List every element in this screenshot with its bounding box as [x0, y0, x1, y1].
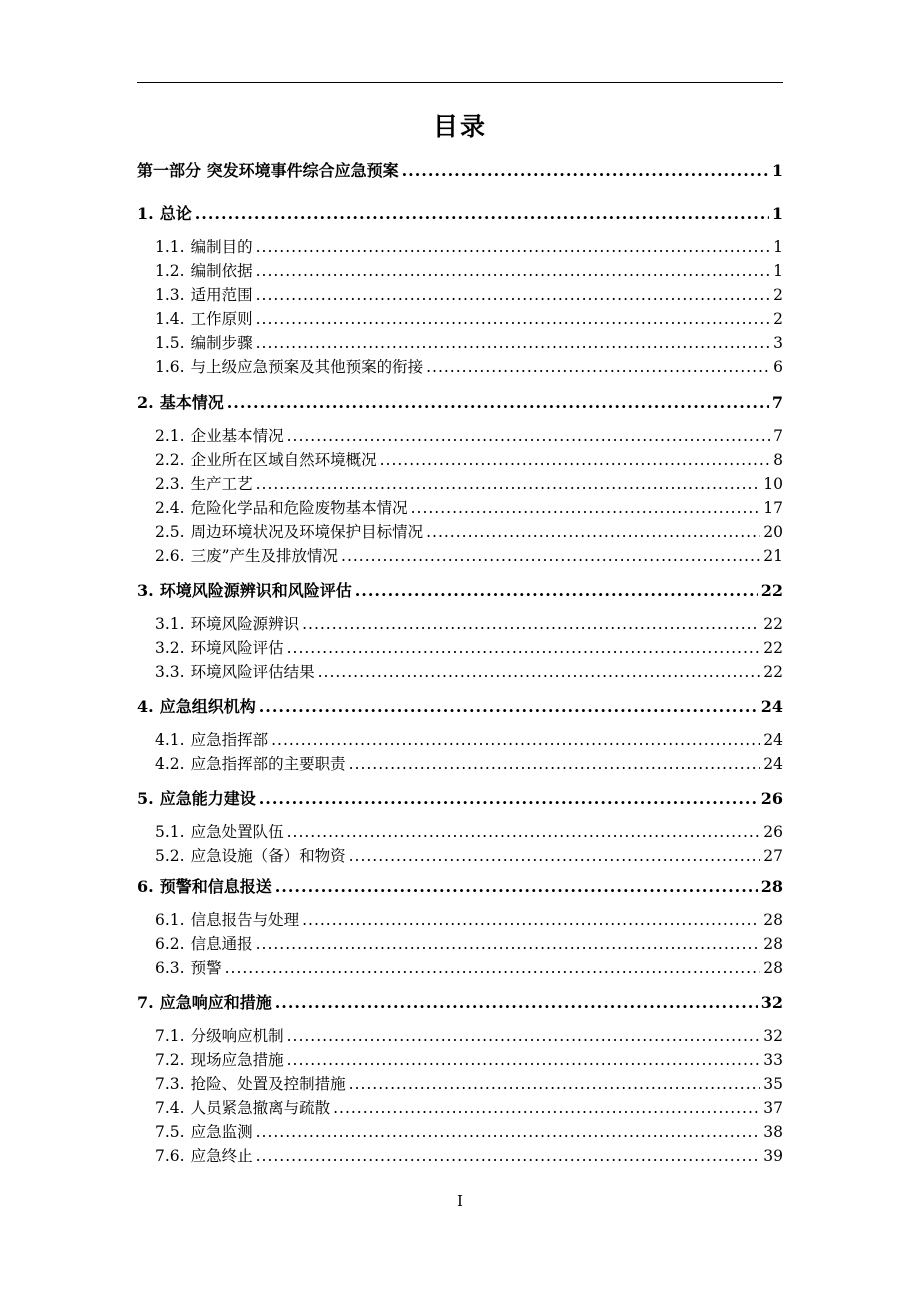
toc-section-entry[interactable]: [155, 820, 783, 842]
toc-entry-title: 工作原则: [190, 310, 253, 328]
toc-entry-title: 现场应急措施: [190, 1051, 284, 1069]
toc-entry-number: 7.1.: [155, 1027, 185, 1045]
dot-leader: [349, 847, 761, 865]
toc-entry-number: 4.2.: [155, 755, 185, 773]
toc-section-entry[interactable]: [155, 1072, 783, 1094]
dot-leader: [333, 1099, 760, 1117]
toc-entry-number: 5.: [137, 789, 154, 808]
toc-page-number: 2: [773, 286, 783, 304]
toc-section-entry[interactable]: [155, 496, 783, 518]
dot-leader: [302, 911, 760, 929]
toc-section-entry[interactable]: [155, 307, 783, 329]
toc-entry-title: 危险化学品和危险废物基本情况: [190, 499, 408, 517]
toc-page-number: 32: [760, 993, 783, 1012]
toc-entry-title: 周边环境状况及环境保护目标情况: [190, 523, 424, 541]
toc-section-entry[interactable]: [155, 728, 783, 750]
toc-page-number: 17: [763, 499, 783, 517]
toc-page-number: 38: [763, 1123, 783, 1141]
toc-section-entry[interactable]: [155, 752, 783, 774]
toc-page-number: 32: [763, 1027, 783, 1045]
toc-entry-title: 预警和信息报送: [159, 877, 272, 896]
toc-section-entry[interactable]: [155, 932, 783, 954]
toc-section-entry[interactable]: [155, 956, 783, 978]
toc-entry-number: 2.3.: [155, 475, 185, 493]
toc-entry-title: 企业所在区域自然环境概况: [190, 451, 377, 469]
toc-page-number: 22: [760, 581, 783, 600]
dot-leader: [256, 935, 761, 953]
toc-entry-title: 应急组织机构: [159, 697, 256, 716]
toc-page-number: 8: [773, 451, 783, 469]
toc-entry-title: 信息通报: [190, 935, 253, 953]
toc-page-number: 33: [763, 1051, 783, 1069]
dot-leader: [426, 523, 760, 541]
toc-entry-number: 3.1.: [155, 615, 185, 633]
toc-page-number: 28: [760, 877, 783, 896]
dot-leader: [256, 310, 771, 328]
toc-entry-number: 1.1.: [155, 238, 185, 256]
toc-entry-number: 2.4.: [155, 499, 185, 517]
dot-leader: [225, 959, 761, 977]
toc-page-number: 28: [763, 935, 783, 953]
toc-section-entry[interactable]: [155, 472, 783, 494]
dot-leader: [318, 663, 761, 681]
toc-page-number: 3: [773, 334, 783, 352]
toc-chapter-entry[interactable]: [137, 201, 783, 224]
dot-leader: [275, 877, 758, 896]
toc-entry-title: 应急指挥部: [190, 731, 269, 749]
toc-entry-title: 与上级应急预案及其他预案的衔接: [190, 358, 424, 376]
toc-entry-number: 1.4.: [155, 310, 185, 328]
toc-section-entry[interactable]: [155, 355, 783, 377]
dot-leader: [259, 789, 758, 808]
toc-entry-number: 3.2.: [155, 639, 185, 657]
toc-page-number: 39: [763, 1147, 783, 1165]
dot-leader: [256, 1123, 761, 1141]
toc-entry-number: 1.2.: [155, 262, 185, 280]
toc-page-number: 22: [763, 639, 783, 657]
toc-section-entry[interactable]: [155, 1120, 783, 1142]
toc-entry-number: 2.1.: [155, 427, 185, 445]
toc-page-number: 26: [763, 823, 783, 841]
toc-entry-title: 应急能力建设: [159, 789, 256, 808]
toc-page-number: 2: [773, 310, 783, 328]
toc-chapter-entry[interactable]: [137, 390, 783, 413]
dot-leader: [402, 161, 769, 180]
toc-entry-title: 预警: [190, 959, 222, 977]
toc-entry-number: 6.3.: [155, 959, 185, 977]
dot-leader: [256, 1147, 761, 1165]
dot-leader: [259, 697, 758, 716]
toc-entry-title: 分级响应机制: [190, 1027, 284, 1045]
dot-leader: [287, 639, 761, 657]
toc-page-number: 6: [773, 358, 783, 376]
toc-entry-title: 抢险、处置及控制措施: [190, 1075, 346, 1093]
toc-entry-number: 2.6.: [155, 547, 185, 565]
toc-entry-title: 应急终止: [190, 1147, 253, 1165]
toc-chapter-entry[interactable]: [137, 694, 783, 717]
dot-leader: [302, 615, 760, 633]
toc-entry-number: 5.1.: [155, 823, 185, 841]
toc-entry-number: 7.2.: [155, 1051, 185, 1069]
toc-section-entry[interactable]: [155, 908, 783, 930]
dot-leader: [271, 731, 760, 749]
toc-page-number: 26: [760, 789, 783, 808]
toc-entry-title: 第一部分 突发环境事件综合应急预案: [137, 161, 399, 180]
toc-page-number: 37: [763, 1099, 783, 1117]
toc-chapter-entry[interactable]: [137, 786, 783, 809]
toc-section-entry[interactable]: [155, 424, 783, 446]
toc-entry-title: 人员紧急撤离与疏散: [190, 1099, 331, 1117]
toc-page-number: 7: [773, 427, 783, 445]
toc-entry-number: 1.5.: [155, 334, 185, 352]
toc-page-number: 22: [763, 615, 783, 633]
toc-section-entry[interactable]: [155, 1144, 783, 1166]
toc-section-entry[interactable]: [155, 612, 783, 634]
dot-leader: [411, 499, 761, 517]
toc-section-entry[interactable]: [155, 259, 783, 281]
toc-page-number: 21: [763, 547, 783, 565]
dot-leader: [256, 286, 771, 304]
toc-page-number: 20: [763, 523, 783, 541]
toc-entry-number: 6.1.: [155, 911, 185, 929]
toc-entry-number: 3.3.: [155, 663, 185, 681]
page-number: I: [457, 1192, 463, 1210]
toc-page-number: 28: [763, 911, 783, 929]
toc-entry-number: 2.5.: [155, 523, 185, 541]
dot-leader: [287, 823, 761, 841]
toc-entry-title: 信息报告与处理: [190, 911, 300, 929]
toc-entry-title: 环境风险评估: [190, 639, 284, 657]
toc-entry-number: 2.2.: [155, 451, 185, 469]
toc-entry-number: 7.3.: [155, 1075, 185, 1093]
toc-section-entry[interactable]: [155, 660, 783, 682]
toc-entry-title: 应急响应和措施: [159, 993, 272, 1012]
toc-page-number: 1: [773, 262, 783, 280]
toc-entry-number: 6.2.: [155, 935, 185, 953]
toc-entry-number: 7.5.: [155, 1123, 185, 1141]
toc-section-entry[interactable]: [155, 1048, 783, 1070]
toc-page-number: 7: [771, 393, 783, 412]
toc-section-entry[interactable]: [155, 1096, 783, 1118]
dot-leader: [287, 1027, 761, 1045]
toc-entry-title: 环境风险评估结果: [190, 663, 315, 681]
toc-entry-number: 1.3.: [155, 286, 185, 304]
dot-leader: [349, 755, 761, 773]
dot-leader: [227, 393, 769, 412]
toc-page-number: 24: [763, 731, 783, 749]
toc-entry-title: 企业基本情况: [190, 427, 284, 445]
toc-page-number: 24: [763, 755, 783, 773]
toc-page-number: 1: [771, 204, 783, 223]
dot-leader: [355, 581, 758, 600]
toc-entry-number: 5.2.: [155, 847, 185, 865]
toc-entry-title: 总论: [159, 204, 192, 223]
toc-entry-title: 应急监测: [190, 1123, 253, 1141]
toc-entry-number: 4.: [137, 697, 154, 716]
toc-entry-title: 应急指挥部的主要职责: [190, 755, 346, 773]
dot-leader: [341, 547, 760, 565]
toc-section-entry[interactable]: [155, 520, 783, 542]
toc-entry-number: 7.6.: [155, 1147, 185, 1165]
toc-page-number: 1: [773, 238, 783, 256]
dot-leader: [275, 993, 758, 1012]
toc-section-entry[interactable]: [155, 1024, 783, 1046]
toc-entry-title: 基本情况: [159, 393, 224, 412]
toc-section-entry[interactable]: [155, 331, 783, 353]
toc-entry-number: 7.: [137, 993, 154, 1012]
toc-section-entry[interactable]: [155, 235, 783, 257]
toc-entry-title: 适用范围: [190, 286, 253, 304]
toc-page-number: 22: [763, 663, 783, 681]
toc-title: 目录: [432, 112, 487, 141]
toc-chapter-entry[interactable]: [137, 990, 783, 1013]
toc-entry-title: 环境风险源辨识: [190, 615, 300, 633]
toc-section-entry[interactable]: [155, 844, 783, 866]
toc-entry-number: 2.: [137, 393, 154, 412]
toc-page-number: 28: [763, 959, 783, 977]
dot-leader: [380, 451, 771, 469]
toc-entry-number: 1.: [137, 204, 154, 223]
toc-page-number: 27: [763, 847, 783, 865]
toc-section-entry[interactable]: [155, 544, 783, 566]
toc-section-entry[interactable]: [155, 448, 783, 470]
toc-entry-title: 三废”产生及排放情况: [190, 547, 339, 565]
toc-entry-title: 编制步骤: [190, 334, 253, 352]
toc-entry-title: 编制目的: [190, 238, 253, 256]
toc-entry-number: 6.: [137, 877, 154, 896]
toc-page-number: 24: [760, 697, 783, 716]
dot-leader: [287, 1051, 761, 1069]
toc-entry-title: 生产工艺: [190, 475, 253, 493]
toc-entry-number: 3.: [137, 581, 154, 600]
toc-page-number: 1: [771, 161, 783, 180]
toc-section-entry[interactable]: [155, 636, 783, 658]
toc-section-entry[interactable]: [155, 283, 783, 305]
toc-entry-title: 编制依据: [190, 262, 253, 280]
toc-entry-number: 4.1.: [155, 731, 185, 749]
toc-entry-number: 1.6.: [155, 358, 185, 376]
toc-entry-title: 应急处置队伍: [190, 823, 284, 841]
dot-leader: [256, 334, 771, 352]
toc-chapter-entry[interactable]: [137, 158, 783, 181]
dot-leader: [256, 262, 771, 280]
toc-chapter-entry[interactable]: [137, 874, 783, 897]
dot-leader: [195, 204, 769, 223]
toc-page-number: 35: [763, 1075, 783, 1093]
dot-leader: [426, 358, 770, 376]
toc-entry-title: 应急设施（备）和物资: [190, 847, 346, 865]
dot-leader: [287, 427, 771, 445]
dot-leader: [256, 475, 761, 493]
toc-page-number: 10: [763, 475, 783, 493]
toc-entry-title: 环境风险源辨识和风险评估: [159, 581, 352, 600]
toc-entry-number: 7.4.: [155, 1099, 185, 1117]
dot-leader: [256, 238, 771, 256]
dot-leader: [349, 1075, 761, 1093]
toc-chapter-entry[interactable]: [137, 578, 783, 601]
